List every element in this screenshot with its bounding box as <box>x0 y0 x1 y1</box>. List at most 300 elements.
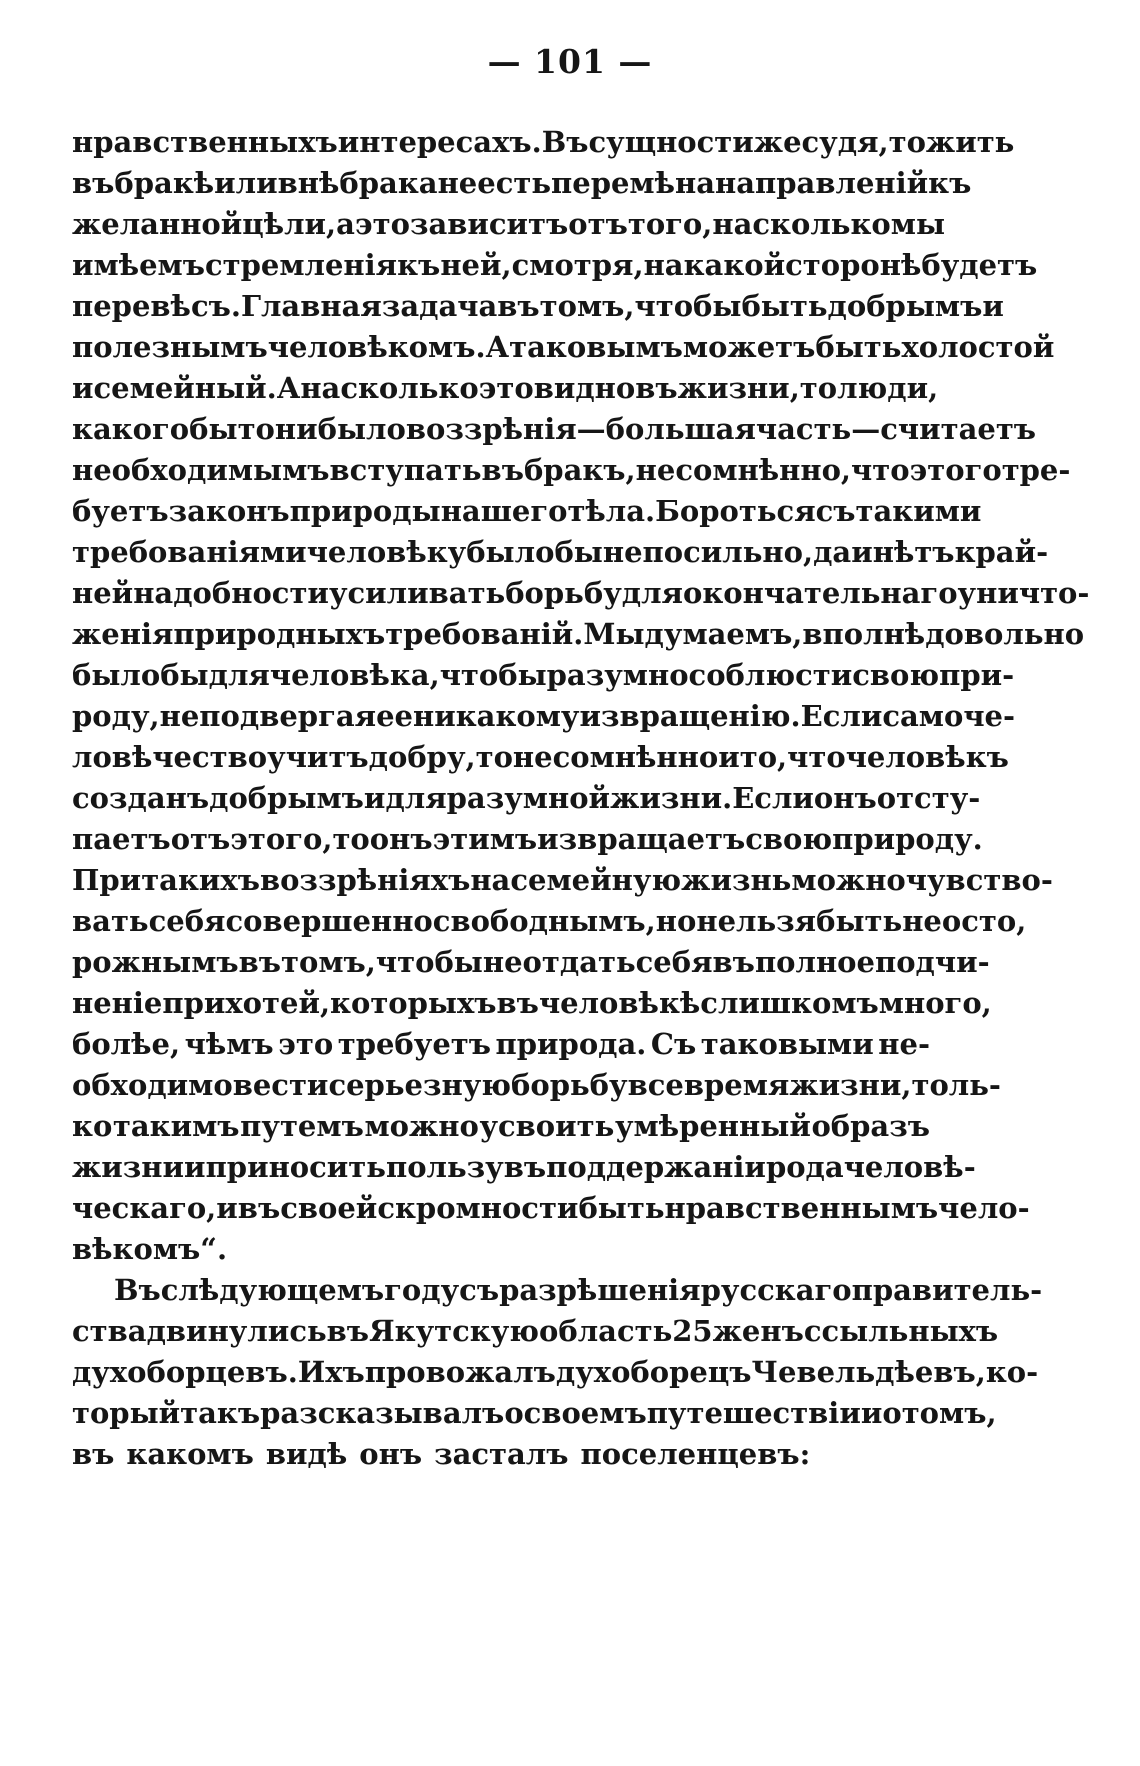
text-line <box>72 819 983 860</box>
page-number: — 101 — <box>487 42 653 81</box>
word: жизни. <box>610 781 733 815</box>
word: несомнѣнно, <box>635 453 852 487</box>
word: для <box>621 576 683 610</box>
text-line <box>72 1024 930 1065</box>
word: человѣку <box>306 535 467 569</box>
word: скромности <box>377 1191 579 1225</box>
word: но <box>655 904 697 938</box>
word: жить <box>925 125 1015 159</box>
text-line <box>72 983 992 1024</box>
word: добрымъ <box>209 781 364 815</box>
word: человѣкомъ. <box>267 330 486 364</box>
word: че- <box>963 699 1016 733</box>
word: все <box>627 1068 684 1102</box>
word: насколько <box>300 371 479 405</box>
word: добру, <box>368 740 476 774</box>
word: умѣренный <box>614 1109 811 1143</box>
word: двинулись <box>146 1314 327 1348</box>
word: семейную <box>510 863 682 897</box>
word: въ <box>503 1150 547 1184</box>
word: и <box>363 781 386 815</box>
word: полезнымъ <box>72 330 268 364</box>
word: то <box>888 125 926 159</box>
word: быть <box>815 330 902 364</box>
word: въ <box>635 371 678 405</box>
text-line <box>72 860 1053 901</box>
text-line <box>72 1311 999 1352</box>
word: свободнымъ, <box>432 904 656 938</box>
word: то <box>332 822 370 856</box>
word: жизни <box>72 1150 185 1184</box>
word: для <box>385 781 447 815</box>
word: природа. <box>495 1027 647 1061</box>
word: правитель- <box>851 1273 1043 1307</box>
text-line <box>72 1106 930 1147</box>
word: интересахъ. <box>337 125 542 159</box>
word: задача <box>381 289 498 323</box>
word: слишкомъ <box>700 986 879 1020</box>
word: быть <box>741 289 828 323</box>
word: человѣкъ <box>845 740 1009 774</box>
word: 25 <box>672 1314 713 1348</box>
text-line <box>72 1352 1039 1393</box>
word: торый <box>72 1396 181 1430</box>
text-line <box>72 1229 930 1270</box>
word: Въ <box>114 1273 161 1307</box>
text-line <box>72 1434 930 1475</box>
text-line <box>72 204 946 245</box>
text-line <box>72 286 1004 327</box>
word: бы <box>189 412 238 446</box>
word: не <box>437 166 478 200</box>
word: образъ <box>811 1109 930 1143</box>
word: на <box>470 863 511 897</box>
word: жизни, <box>789 1068 912 1102</box>
word: этимъ <box>432 822 538 856</box>
word: которыхъ <box>330 986 497 1020</box>
word: перемѣна <box>551 166 716 200</box>
word: отъ <box>568 207 628 241</box>
word: при- <box>939 658 1015 692</box>
word: Если <box>732 781 814 815</box>
word: Главная <box>240 289 382 323</box>
word: подвергая <box>199 699 377 733</box>
word: этого <box>909 453 1002 487</box>
word: духоборецъ <box>555 1355 752 1389</box>
word: сторонѣ <box>785 248 922 282</box>
word: это <box>278 1027 334 1061</box>
word: семейный. <box>93 371 277 405</box>
word: разумной <box>446 781 611 815</box>
word: въ <box>237 1191 281 1225</box>
word: не- <box>878 1027 930 1061</box>
word: разумно <box>546 658 689 692</box>
word: А <box>485 330 510 364</box>
word: вѣкомъ“. <box>72 1232 228 1266</box>
word: необходимымъ <box>72 453 330 487</box>
text-line <box>72 163 972 204</box>
word: надобности <box>133 576 329 610</box>
word: то, <box>739 740 788 774</box>
word: ко- <box>985 1355 1039 1389</box>
word: вступать <box>329 453 482 487</box>
word: вполнѣ <box>802 617 926 651</box>
word: извращенію. <box>579 699 801 733</box>
word: жизни, <box>677 371 800 405</box>
word: нравственнымъ <box>664 1191 939 1225</box>
word: ловѣчество <box>72 740 268 774</box>
word: требованій. <box>385 617 584 651</box>
word: отсту- <box>876 781 981 815</box>
word: да <box>813 535 852 569</box>
text-line <box>72 1393 997 1434</box>
word: было <box>72 658 161 692</box>
word: подчи- <box>874 945 990 979</box>
word: учитъ <box>267 740 369 774</box>
word: усиливать <box>328 576 506 610</box>
word: полное <box>754 945 875 979</box>
word: съ <box>459 1273 500 1307</box>
word: свою <box>745 822 833 856</box>
word: слѣдующемъ <box>160 1273 385 1307</box>
word: несомнѣнно <box>512 740 719 774</box>
word: цѣли, <box>242 207 337 241</box>
word: люди, <box>837 371 939 405</box>
word: ства <box>72 1314 147 1348</box>
word: часть—считаетъ <box>755 412 1037 446</box>
word: томъ, <box>281 945 376 979</box>
word: Съ <box>650 1027 697 1061</box>
word: таковыми <box>700 1027 874 1061</box>
word: путемъ <box>240 1109 364 1143</box>
word: Якутскую <box>369 1314 540 1348</box>
word: зависитъ <box>409 207 569 241</box>
word: никакому <box>412 699 580 733</box>
word: такъ <box>180 1396 261 1430</box>
word: къ <box>928 166 972 200</box>
word: то <box>475 740 513 774</box>
word: внѣ <box>277 166 340 200</box>
word: насколько <box>712 207 891 241</box>
word: требованіями <box>72 535 307 569</box>
text-line <box>72 1188 1030 1229</box>
word: таковымъ <box>509 330 683 364</box>
word: При <box>72 863 142 897</box>
word: чтобы <box>375 945 483 979</box>
word: своемъ <box>523 1396 647 1430</box>
word: на <box>643 248 684 282</box>
word: къ <box>397 248 441 282</box>
word: брака <box>339 166 438 200</box>
word: осто, <box>941 904 1027 938</box>
word: какой <box>683 248 786 282</box>
word: толь- <box>911 1068 1001 1102</box>
word: усвоить <box>479 1109 615 1143</box>
word: бы <box>160 658 209 692</box>
word: Въ <box>541 125 589 159</box>
word: не <box>159 699 200 733</box>
word: году <box>384 1273 460 1307</box>
word: законъ <box>168 494 290 528</box>
text-line <box>72 573 1090 614</box>
word: рожнымъ <box>72 945 239 979</box>
word: сущности <box>588 125 754 159</box>
word: съ <box>815 494 856 528</box>
word: можно <box>364 1109 479 1143</box>
word: нравственныхъ <box>72 125 338 159</box>
word: имѣемъ <box>72 248 205 282</box>
word: бракъ, <box>523 453 636 487</box>
word: чувство- <box>905 863 1053 897</box>
word: въ <box>326 1314 370 1348</box>
word: провожалъ <box>364 1355 556 1389</box>
text-line <box>72 409 1037 450</box>
word: чтобы <box>634 289 742 323</box>
text-line <box>72 1270 1043 1311</box>
word: чѣмъ <box>184 1027 274 1061</box>
word: и <box>216 1191 238 1225</box>
word: Если <box>800 699 883 733</box>
word: жизнь <box>681 863 792 897</box>
text-line <box>72 368 939 409</box>
word: женія <box>72 617 174 651</box>
word: Мы <box>583 617 645 651</box>
word: быть <box>816 904 903 938</box>
word: нашего <box>440 494 568 528</box>
word: область <box>539 1314 673 1348</box>
word: борьбу <box>505 576 622 610</box>
word: въ <box>72 166 115 200</box>
word: и <box>718 740 740 774</box>
word: что <box>787 740 846 774</box>
word: себя <box>635 945 713 979</box>
word: или <box>214 166 278 200</box>
word: воззрѣніяхъ <box>259 863 471 897</box>
word: есть <box>477 166 552 200</box>
word: тѣла. <box>567 494 656 528</box>
word: можно <box>791 863 906 897</box>
word: тре- <box>1001 453 1071 487</box>
word: не <box>482 945 523 979</box>
word: природныхъ <box>173 617 386 651</box>
word: уничто- <box>957 576 1090 610</box>
word: время <box>683 1068 790 1102</box>
word: рода <box>765 1150 844 1184</box>
word: ней <box>72 576 134 610</box>
word: само <box>882 699 964 733</box>
word: ко <box>72 1109 113 1143</box>
word: неніе <box>72 986 163 1020</box>
text-line <box>72 614 1085 655</box>
word: путешествіи <box>646 1396 861 1430</box>
word: же <box>753 125 802 159</box>
text-line <box>72 245 1038 286</box>
paragraph <box>72 1270 1043 1475</box>
word: не <box>902 904 942 938</box>
word: воззрѣнія—большая <box>405 412 756 446</box>
word: онъ <box>813 781 877 815</box>
word: онъ <box>359 1437 423 1471</box>
word: разсказывалъ <box>260 1396 505 1430</box>
word: вести <box>232 1068 329 1102</box>
word: въ <box>481 453 524 487</box>
word: много, <box>878 986 992 1020</box>
word: въ <box>712 945 755 979</box>
word: паетъ <box>72 822 171 856</box>
word: направленій <box>715 166 929 200</box>
word: край- <box>954 535 1049 569</box>
word: своей <box>280 1191 378 1225</box>
word: это <box>478 371 534 405</box>
word: роду, <box>72 699 160 733</box>
word: какомъ <box>126 1437 254 1471</box>
word: ее <box>376 699 413 733</box>
word: поселенцевъ: <box>580 1437 811 1471</box>
word: приносить <box>205 1150 386 1184</box>
word: это <box>354 207 410 241</box>
word: довольно <box>925 617 1085 651</box>
word: такими <box>855 494 982 528</box>
text-line <box>72 491 982 532</box>
text-line <box>72 1065 1001 1106</box>
word: извращаетъ <box>537 822 746 856</box>
word: и <box>860 1396 883 1430</box>
word: Ихъ <box>297 1355 365 1389</box>
word: видно <box>533 371 636 405</box>
word: вать <box>72 904 149 938</box>
word: борьбу <box>511 1068 628 1102</box>
word: бракѣ <box>114 166 215 200</box>
word: болѣе, <box>72 1027 181 1061</box>
word: для <box>208 658 270 692</box>
word: то <box>237 412 275 446</box>
word: ни <box>274 412 318 446</box>
paragraph <box>72 122 1090 1270</box>
word: было <box>317 412 406 446</box>
word: въ <box>496 986 539 1020</box>
word: и <box>72 371 94 405</box>
word: засталъ <box>434 1437 569 1471</box>
word: бы <box>554 535 603 569</box>
word: этого, <box>230 822 333 856</box>
word: Чевельдѣевъ, <box>751 1355 986 1389</box>
word: видѣ <box>265 1437 348 1471</box>
word: отдать <box>522 945 636 979</box>
body-text <box>72 122 1090 1475</box>
text-line <box>72 696 1016 737</box>
word: обходимо <box>72 1068 233 1102</box>
text-line <box>72 942 990 983</box>
text-line <box>72 450 1071 491</box>
word: непосильно, <box>602 535 814 569</box>
word: и <box>982 289 1004 323</box>
word: желанной <box>72 207 243 241</box>
word: природы <box>289 494 441 528</box>
word: въ <box>238 945 282 979</box>
word: о <box>504 1396 524 1430</box>
word: человѣ- <box>843 1150 976 1184</box>
word: мы <box>890 207 946 241</box>
word: такимъ <box>112 1109 240 1143</box>
word: поддержаніи <box>546 1150 766 1184</box>
word: о <box>882 1396 902 1430</box>
word: и <box>851 535 873 569</box>
word: нѣтъ <box>872 535 955 569</box>
text-line <box>72 1147 976 1188</box>
word: холостой <box>901 330 1055 364</box>
word: судя, <box>801 125 889 159</box>
word: нельзя <box>696 904 817 938</box>
word: того, <box>627 207 713 241</box>
word: что <box>851 453 910 487</box>
text-line <box>72 122 1015 163</box>
word: А <box>276 371 301 405</box>
word: свою <box>852 658 940 692</box>
word: пользу <box>385 1150 504 1184</box>
word: какого <box>72 412 190 446</box>
word: въ <box>497 289 540 323</box>
word: Бороться <box>655 494 816 528</box>
word: прихотей, <box>162 986 331 1020</box>
word: онъ <box>369 822 433 856</box>
word: ческаго, <box>72 1191 217 1225</box>
word: томъ, <box>539 289 635 323</box>
word: требуетъ <box>337 1027 491 1061</box>
word: серьезную <box>328 1068 512 1102</box>
word: духоборцевъ. <box>72 1355 298 1389</box>
word: человѣкѣ <box>538 986 701 1020</box>
word: перевѣсъ. <box>72 289 241 323</box>
word: разрѣшенія <box>499 1273 701 1307</box>
word: въ <box>72 1437 115 1471</box>
word: было <box>466 535 555 569</box>
word: то <box>799 371 838 405</box>
word: созданъ <box>72 781 210 815</box>
text-line <box>72 327 1055 368</box>
word: чело- <box>938 1191 1030 1225</box>
word: а <box>336 207 355 241</box>
word: буетъ <box>72 494 169 528</box>
word: отъ <box>170 822 231 856</box>
word: женъ <box>712 1314 804 1348</box>
word: соблюсти <box>688 658 853 692</box>
text-line <box>72 901 1027 942</box>
word: чтобы <box>439 658 547 692</box>
text-line <box>72 655 1015 696</box>
text-line <box>72 778 981 819</box>
word: совершенно <box>225 904 433 938</box>
word: такихъ <box>141 863 260 897</box>
text-line <box>72 737 1009 778</box>
word: ней, <box>440 248 512 282</box>
word: человѣка, <box>269 658 440 692</box>
word: стремленія <box>204 248 398 282</box>
word: ссыльныхъ <box>803 1314 999 1348</box>
word: русскаго <box>700 1273 852 1307</box>
word: можетъ <box>682 330 816 364</box>
word: и <box>184 1150 206 1184</box>
word: быть <box>578 1191 665 1225</box>
word: окончательнаго <box>682 576 958 610</box>
word: будетъ <box>921 248 1038 282</box>
word: томъ, <box>901 1396 997 1430</box>
word: смотря, <box>511 248 644 282</box>
text-line <box>72 532 1049 573</box>
word: думаемъ, <box>644 617 803 651</box>
word: себя <box>148 904 226 938</box>
word: природу. <box>832 822 983 856</box>
word: добрымъ <box>827 289 983 323</box>
